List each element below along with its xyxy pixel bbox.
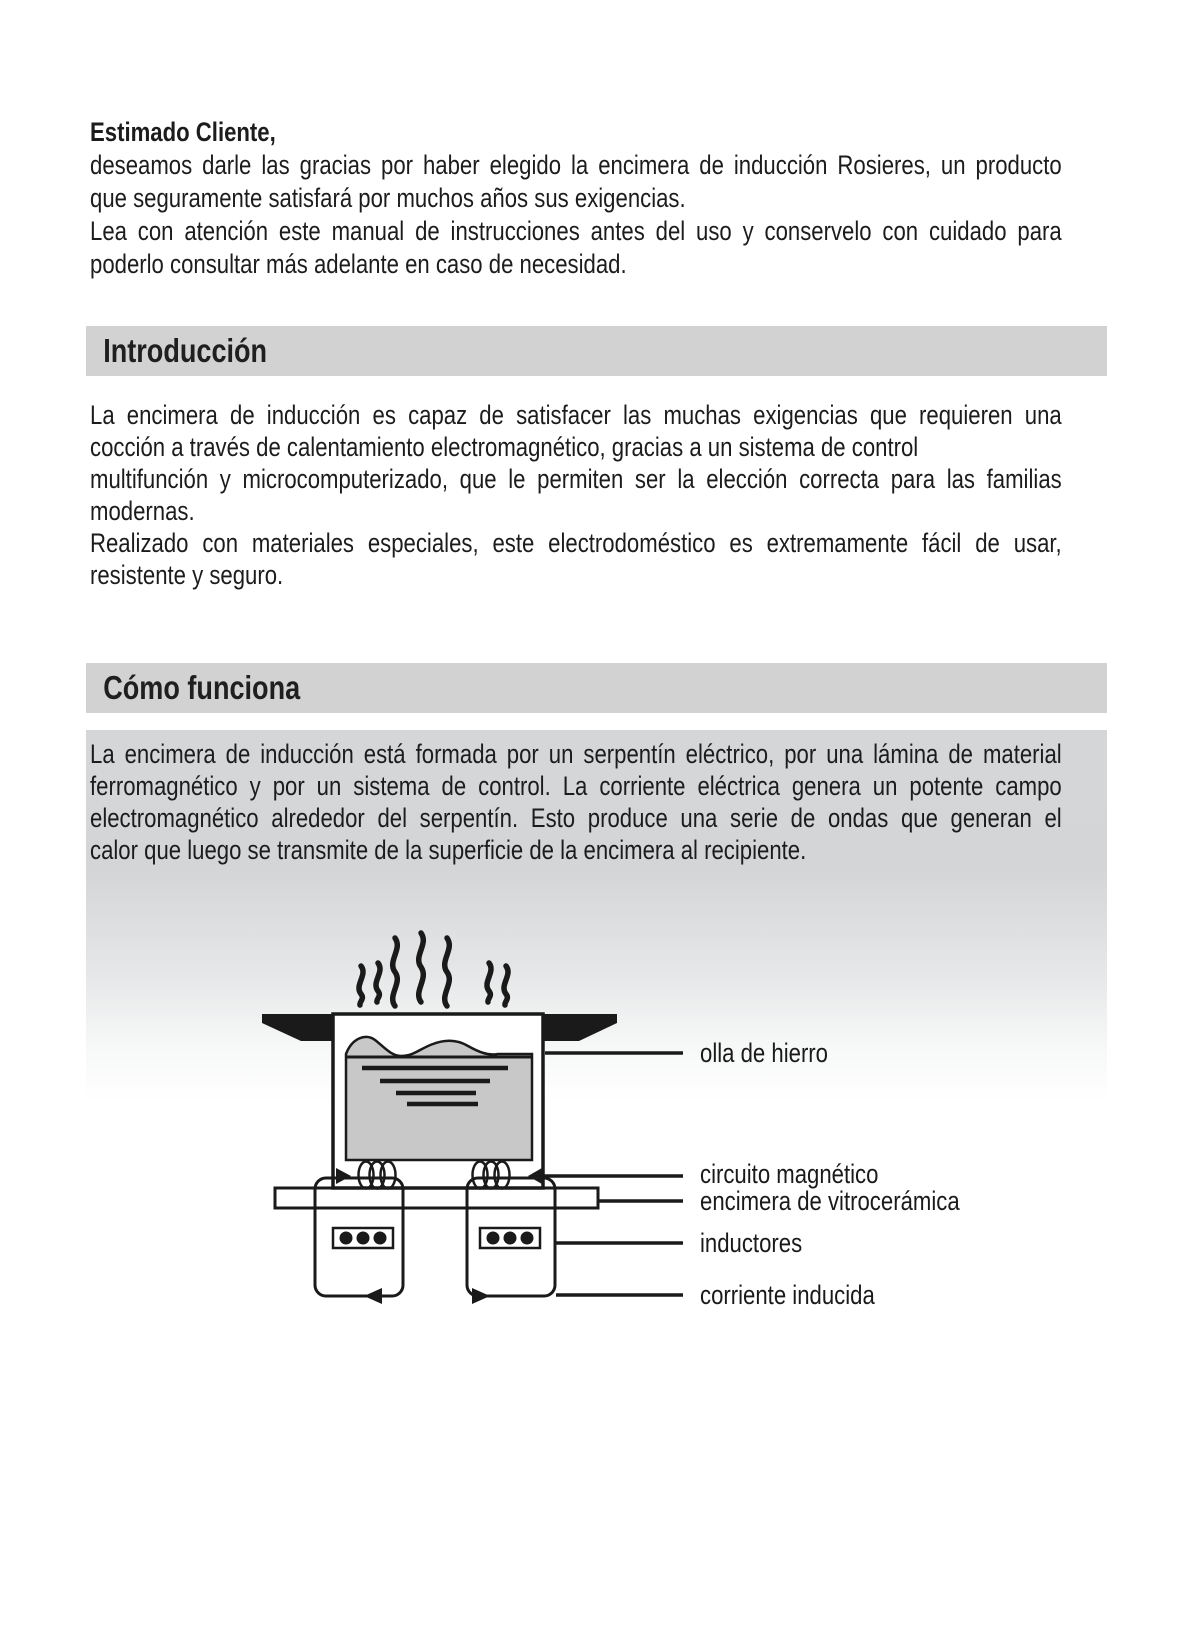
intro-paragraph <box>90 399 1090 591</box>
como-line: La encimera de inducción está formada por un serpentín eléctrico, por una lámina de material <box>90 739 1062 769</box>
greeting-line: que seguramente satisfará por muchos años sus exigencias. <box>90 183 686 213</box>
intro-line: multifunción y microcomputerizado, que le permiten ser la elección correcta para las familias <box>90 464 1062 494</box>
label-induced-current: corriente inducida <box>700 1280 875 1310</box>
greeting-paragraph <box>90 116 1090 281</box>
greeting-line: poderlo consultar más adelante en caso de necesidad. <box>90 249 627 279</box>
intro-line: La encimera de inducción es capaz de satisfacer las muchas exigencias que requieren una <box>90 400 1062 430</box>
intro-line: modernas. <box>90 496 195 526</box>
label-pot: olla de hierro <box>700 1038 828 1068</box>
greeting-heading: Estimado Cliente, <box>90 117 276 147</box>
intro-line: cocción a través de calentamiento electromagnético, gracias a un sistema de control <box>90 432 919 462</box>
como-line: ferromagnético y por un sistema de control. La corriente eléctrica genera un potente campo <box>90 771 1062 801</box>
section-header-como-funciona <box>86 663 1107 713</box>
greeting-line: Lea con atención este manual de instrucciones antes del uso y conservelo con cuidado para <box>90 216 1062 246</box>
label-inductors: inductores <box>700 1228 803 1258</box>
label-glass-top: encimera de vitrocerámica <box>700 1186 960 1216</box>
section-title: Introducción <box>103 332 268 369</box>
greeting-line: deseamos darle las gracias por haber elegido la encimera de inducción Rosieres, un producto <box>90 150 1062 180</box>
section-title: Cómo funciona <box>103 669 301 706</box>
section-header-introduccion <box>86 326 1107 376</box>
label-magnetic-circuit: circuito magnético <box>700 1159 879 1189</box>
intro-line: Realizado con materiales especiales, este electrodoméstico es extremamente fácil de usar, <box>90 528 1062 558</box>
como-paragraph <box>90 738 1090 866</box>
como-line: electromagnético alrededor del serpentín. Esto produce una serie de ondas que generan el <box>90 803 1062 833</box>
intro-line: resistente y seguro. <box>90 560 284 590</box>
como-line: calor que luego se transmite de la superficie de la encimera al recipiente. <box>90 835 807 865</box>
